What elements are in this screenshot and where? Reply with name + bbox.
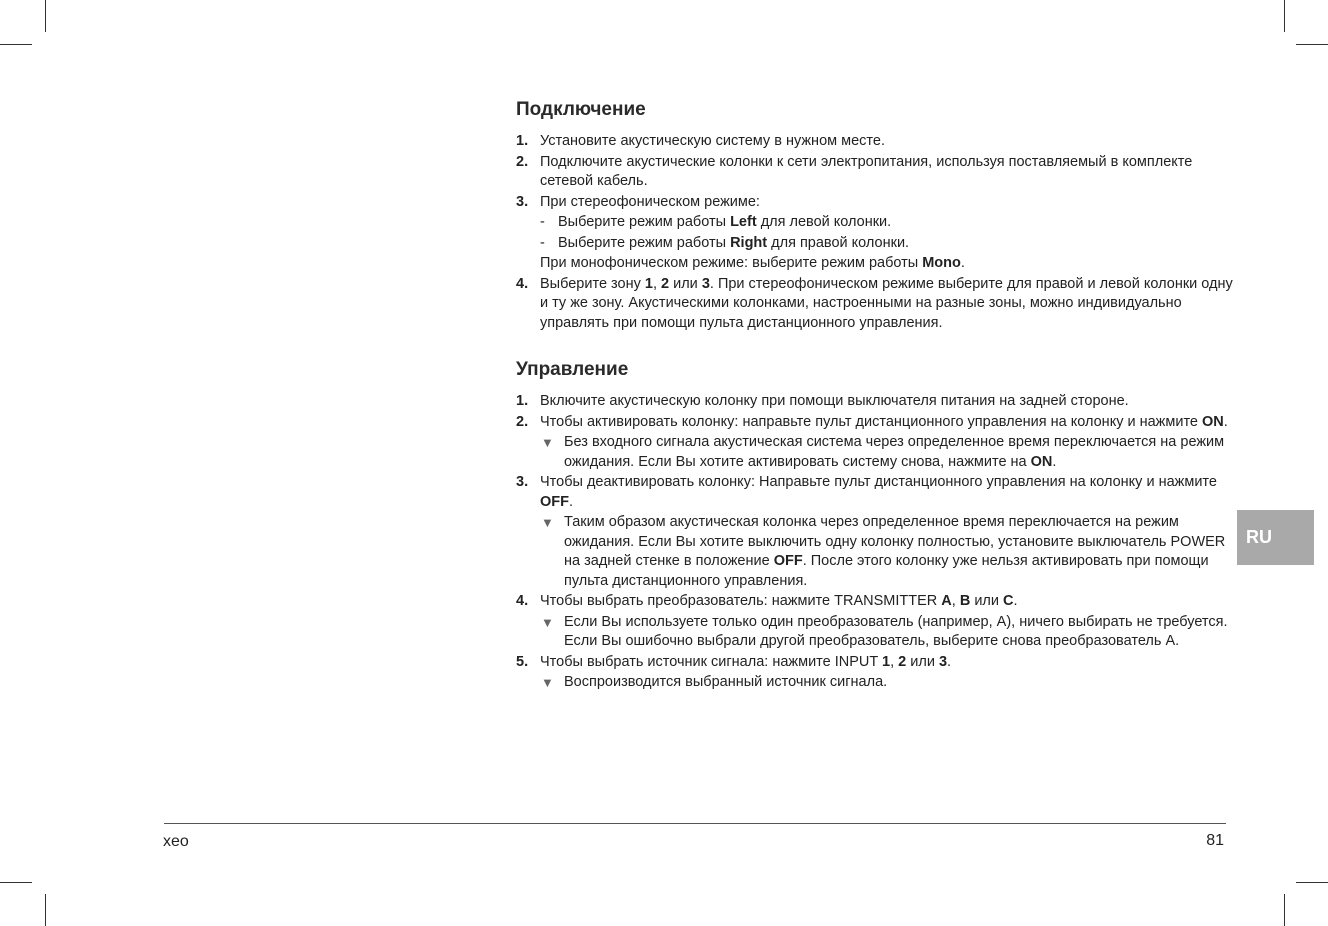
crop-mark bbox=[0, 882, 32, 883]
triangle-down-icon: ▼ bbox=[541, 435, 554, 450]
item-number: 3. bbox=[516, 193, 529, 210]
note bbox=[516, 673, 1236, 693]
item-text: Установите акустическую систему в нужном месте. bbox=[540, 133, 885, 149]
list-item bbox=[516, 653, 1236, 673]
item-text: . bbox=[947, 653, 952, 670]
triangle-down-icon: ▼ bbox=[541, 515, 554, 530]
list-item bbox=[516, 392, 1236, 412]
item-number: 2. bbox=[516, 153, 529, 170]
item-text: Чтобы выбрать преобразователь: нажмите TRANSMITTER bbox=[540, 593, 942, 609]
zone-3: 3 bbox=[701, 275, 710, 292]
list-item bbox=[516, 193, 1236, 213]
item-text: Чтобы выбрать источник сигнала: нажмите INPUT bbox=[540, 653, 883, 670]
item-number: 4. bbox=[516, 593, 529, 609]
sub-item bbox=[516, 213, 1236, 233]
list-item bbox=[516, 132, 1236, 152]
note bbox=[516, 433, 1236, 472]
dash-bullet: - bbox=[540, 214, 545, 230]
item-number: 3. bbox=[516, 474, 529, 490]
transmitter-c: C bbox=[1003, 593, 1014, 609]
item-number: 4. bbox=[516, 275, 529, 292]
note-text: Таким образом акустическая колонка через определенное время переключается на режим ожидания. Если Вы хотите выключить одну колонку полностью, установите выключатель POWER на задней стенке в положение bbox=[564, 514, 1226, 569]
brand-logo: xeo bbox=[163, 833, 189, 850]
item-text: или bbox=[970, 593, 1004, 609]
item-text: Подключите акустические колонки к сети электропитания, используя поставляемый в комплекте сетевой кабель. bbox=[540, 153, 1193, 189]
triangle-down-icon: ▼ bbox=[541, 614, 554, 630]
transmitter-a: A bbox=[941, 593, 952, 609]
item-number: 5. bbox=[516, 653, 529, 670]
note-text: Воспроизводится выбранный источник сигнала. bbox=[564, 674, 888, 690]
footer-divider bbox=[164, 823, 1226, 824]
section-title-connection: Подключение bbox=[516, 99, 646, 120]
page-number: 81 bbox=[1206, 832, 1224, 849]
item-text: . bbox=[1013, 593, 1018, 609]
crop-mark bbox=[45, 0, 46, 32]
key-off: OFF bbox=[540, 493, 569, 510]
list-item bbox=[516, 592, 1236, 612]
mode-mono: Mono bbox=[922, 255, 961, 271]
item-text: , bbox=[890, 653, 899, 670]
sub-text: Выберите режим работы bbox=[558, 234, 731, 251]
crop-mark bbox=[1296, 44, 1328, 45]
item-text: При стереофоническом режиме: bbox=[540, 193, 760, 210]
crop-mark bbox=[45, 894, 46, 926]
item-text: . bbox=[569, 493, 574, 510]
mono-text-c: . bbox=[960, 255, 965, 271]
list-item bbox=[516, 153, 1236, 192]
mono-text-a: При монофоническом режиме: выберите режим работы bbox=[540, 255, 923, 271]
note bbox=[516, 513, 1236, 591]
sub-text: для правой колонки. bbox=[767, 234, 910, 251]
input-1: 1 bbox=[882, 653, 891, 670]
item-text: . bbox=[1223, 413, 1228, 430]
page-content bbox=[516, 98, 1236, 694]
triangle-down-icon: ▼ bbox=[541, 675, 554, 690]
key-on: ON bbox=[1030, 453, 1053, 470]
input-3: 3 bbox=[938, 653, 948, 670]
item-number: 2. bbox=[516, 413, 529, 430]
input-2: 2 bbox=[898, 653, 907, 670]
list-item bbox=[516, 275, 1236, 334]
note bbox=[516, 613, 1236, 652]
item-text: , bbox=[951, 593, 960, 609]
mode-right: Right bbox=[730, 234, 768, 251]
note-text: Если Вы используете только один преобразователь (например, A), ничего выбирать не требуется. Если Вы ошибочно выбрали другой преобразователь, выберите снова преобразователь A. bbox=[564, 613, 1228, 649]
section-title-control: Управление bbox=[516, 359, 629, 380]
note-text: Без входного сигнала акустическая система через определенное время переключается на режим ожидания. Если Вы хотите активировать систему снова, нажмите на bbox=[564, 434, 1225, 470]
mode-left: Left bbox=[730, 214, 757, 230]
list-item bbox=[516, 413, 1236, 433]
item-text: или bbox=[906, 653, 939, 670]
sub-text: для левой колонки. bbox=[756, 214, 892, 230]
crop-mark bbox=[1296, 882, 1328, 883]
sub-item bbox=[516, 234, 1236, 254]
language-tab: RU bbox=[1237, 510, 1314, 565]
item-text: Включите акустическую колонку при помощи выключателя питания на задней стороне. bbox=[540, 393, 1129, 409]
transmitter-b: B bbox=[959, 593, 971, 609]
dash-bullet: - bbox=[540, 234, 545, 251]
item-number: 1. bbox=[516, 393, 529, 409]
item-text: . При стереофоническом режиме выберите для правой и левой колонки одну и ту же зону. Акустическими колонками, настроенными на разные зоны, можно индивидуально управлять при помощи пульта дистанционного управления. bbox=[540, 275, 1233, 331]
note-text: . bbox=[1052, 453, 1057, 470]
note-text: . После этого колонку уже нельзя активировать при помощи пульта дистанционного управления. bbox=[564, 553, 1209, 589]
item-number: 1. bbox=[516, 133, 529, 149]
zone-1: 1 bbox=[644, 275, 653, 292]
item-text: Чтобы активировать колонку: направьте пульт дистанционного управления на колонку и нажмите bbox=[540, 413, 1203, 430]
item-text: , bbox=[652, 275, 662, 292]
zone-2: 2 bbox=[661, 275, 670, 292]
item-text: или bbox=[669, 275, 702, 292]
mono-text bbox=[516, 254, 1236, 274]
item-text: Чтобы деактивировать колонку: Направьте пульт дистанционного управления на колонку и нажмите bbox=[540, 474, 1217, 490]
item-text: Выберите зону bbox=[540, 275, 645, 292]
list-item bbox=[516, 473, 1236, 512]
crop-mark bbox=[1284, 894, 1285, 926]
key-off: OFF bbox=[773, 553, 803, 569]
crop-mark bbox=[1284, 0, 1285, 32]
sub-text: Выберите режим работы bbox=[558, 214, 731, 230]
key-on: ON bbox=[1202, 413, 1224, 430]
crop-mark bbox=[0, 44, 32, 45]
